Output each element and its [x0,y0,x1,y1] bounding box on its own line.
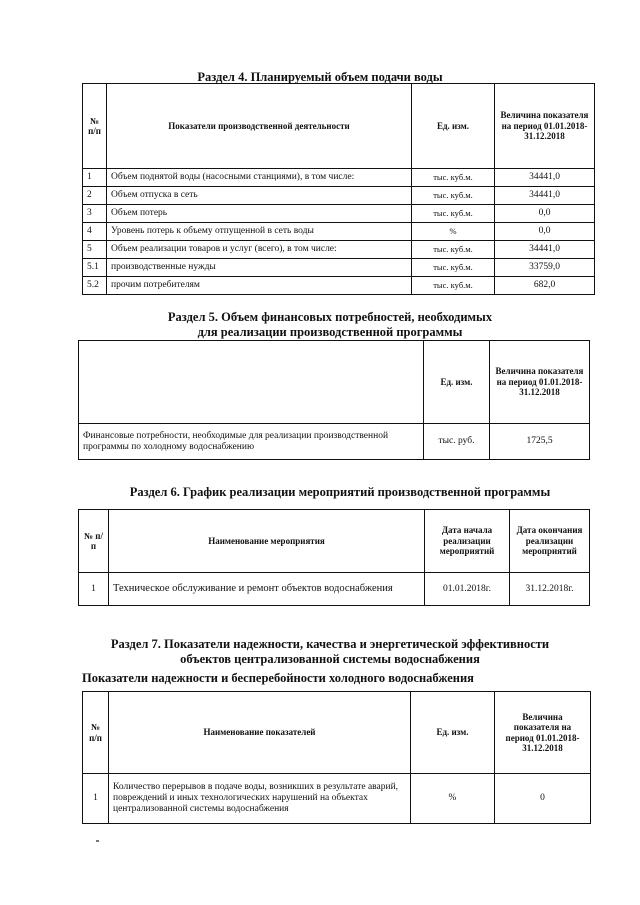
section-5-table [78,340,590,460]
section-4-table [82,83,595,295]
row-name: Финансовые потребности, необходимые для реализации производственной программы по холодному водоснабжению [79,424,424,460]
row-num: 2 [83,187,107,205]
row-num: 1 [83,774,109,824]
row-unit: % [412,223,495,241]
row-name: Объем поднятой воды (насосными станциями), в том числе: [107,169,412,187]
col-name-header: Наименование показателей [109,692,411,774]
table-row [79,573,590,606]
section-5-title-line2: для реализации производственной программы [197,325,463,339]
table-header-row [79,510,590,573]
row-value: 1725,5 [490,424,590,460]
col-unit-header: Ед. изм. [412,84,495,169]
col-indicator-header: Показатели производственной деятельности [107,84,412,169]
table-row [83,223,595,241]
row-value: 0 [495,774,591,824]
row-unit: тыс. куб.м. [412,169,495,187]
scan-speck [96,840,99,842]
col-unit-header: Ед. изм. [411,692,495,774]
section-7-title-line1: Раздел 7. Показатели надежности, качества и энергетической эффективности [110,637,550,651]
row-value: 682,0 [495,277,595,295]
col-unit-header: Ед. изм. [424,341,490,424]
table-header-row [79,341,590,424]
table-row [83,774,591,824]
row-name: производственные нужды [107,259,412,277]
row-name: Техническое обслуживание и ремонт объектов водоснабжения [109,573,425,606]
row-unit: % [411,774,495,824]
col-num-header: № п/п [83,84,107,169]
row-num: 5 [83,241,107,259]
col-empty-header [79,341,424,424]
row-value: 33759,0 [495,259,595,277]
row-unit: тыс. куб.м. [412,277,495,295]
col-num-header: № п/п [79,510,109,573]
table-row [83,277,595,295]
row-unit: тыс. руб. [424,424,490,460]
row-value: 34441,0 [495,241,595,259]
row-num: 3 [83,205,107,223]
table-row [79,424,590,460]
table-row [83,259,595,277]
table-row [83,241,595,259]
row-name: Уровень потерь к объему отпущенной в сеть воды [107,223,412,241]
table-row [83,169,595,187]
row-num: 5.2 [83,277,107,295]
row-num: 1 [83,169,107,187]
row-unit: тыс. куб.м. [412,259,495,277]
col-value-header: Величина показателя на период 01.01.2018- 31.12.2018 [490,341,590,424]
col-name-header: Наименование мероприятия [109,510,425,573]
row-unit: тыс. куб.м. [412,205,495,223]
row-name: Объем потерь [107,205,412,223]
row-value: 34441,0 [495,169,595,187]
row-unit: тыс. куб.м. [412,241,495,259]
row-value: 0,0 [495,223,595,241]
row-num: 1 [79,573,109,606]
col-value-header: Величина показателя на период 01.01.2018- 31.12.2018 [495,84,595,169]
row-name: Объем отпуска в сеть [107,187,412,205]
section-7-title-line2: объектов централизованной системы водоснабжения [180,652,480,666]
table-row [83,187,595,205]
row-value: 34441,0 [495,187,595,205]
table-header-row [83,84,595,169]
table-row [83,205,595,223]
section-7-subtitle: Показатели надежности и бесперебойности холодного водоснабжения [82,671,474,685]
row-num: 5.1 [83,259,107,277]
row-name: прочим потребителям [107,277,412,295]
section-4-title: Раздел 4. Планируемый объем подачи воды [197,70,443,84]
table-header-row [83,692,591,774]
section-5-title-line1: Раздел 5. Объем финансовых потребностей, необходимых [167,310,493,324]
section-6-title: Раздел 6. График реализации мероприятий производственной программы [129,485,551,499]
section-7-table [82,691,591,824]
row-unit: тыс. куб.м. [412,187,495,205]
col-num-header: № п/п [83,692,109,774]
row-value: 0,0 [495,205,595,223]
row-end: 31.12.2018г. [510,573,590,606]
section-6-table [78,509,590,606]
row-start: 01.01.2018г. [425,573,510,606]
row-num: 4 [83,223,107,241]
row-name: Количество перерывов в подаче воды, возникших в результате аварий, повреждений и иных технологических нарушений на объектах централизованной системы водоснабжения [109,774,411,824]
col-start-header: Дата начала реализации мероприятий [425,510,510,573]
row-name: Объем реализации товаров и услуг (всего), в том числе: [107,241,412,259]
col-value-header: Величина показателя на период 01.01.2018- 31.12.2018 [495,692,591,774]
col-end-header: Дата окончания реализации мероприятий [510,510,590,573]
